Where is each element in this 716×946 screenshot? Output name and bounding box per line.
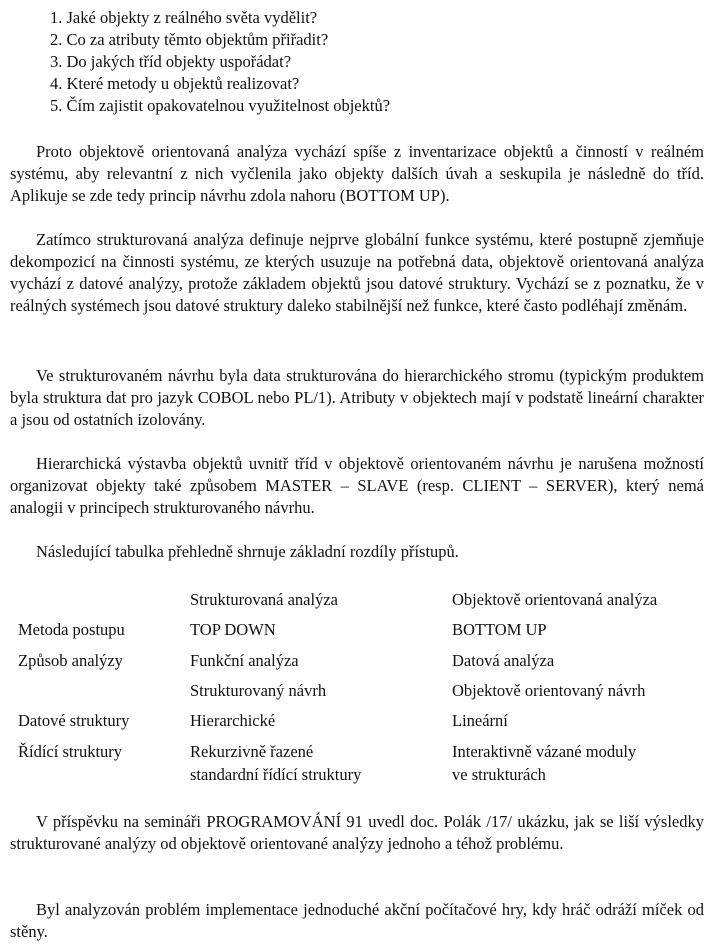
cell-structured-control-1: Rekurzivně řazené [190, 742, 314, 761]
header-structured: Strukturovaná analýza [190, 590, 338, 609]
list-item: 2. Co za atributy těmto objektům přiřadit? [50, 30, 329, 49]
cell-structured-design: Strukturovaný návrh [190, 681, 327, 700]
row-label-method: Metoda postupu [18, 620, 125, 639]
paragraph-bottom-up: Proto objektově orientovaná analýza vychází spíše z inventarizace objektů a činností v reálném systému, aby relevantní z nich vyčlenila jako objekty dalších úvah a seskupila je následně do tříd. Aplikuje se zde tedy princip návrhu zdola nahoru (BOTTOM UP). [10, 142, 704, 205]
cell-object-control-2: ve strukturách [452, 765, 546, 784]
list-item: 3. Do jakých tříd objekty uspořádat? [50, 52, 292, 71]
paragraph-game-problem: Byl analyzován problém implementace jednoduché akční počítačové hry, kdy hráč odráží míček od stěny. [10, 900, 704, 941]
row-label-analysis: Způsob analýzy [18, 651, 123, 670]
paragraph-structured-vs-object: Zatímco strukturovaná analýza definuje nejprve globální funkce systému, které postupně zjemňuje dekompozicí na činnosti systému, ze kterých usuzuje na potřebná data, objektově orientovaná analýza vychází z datové analýzy, protože základem objektů jsou datové struktury. Vychází se z poznatku, že v reálných systémech jsou datové struktury daleko stabilnější než funkce, které často podléhají změnám. [10, 230, 704, 315]
cell-structured-control-2: standardní řídící struktury [190, 765, 362, 784]
header-object: Objektově orientovaná analýza [452, 590, 658, 609]
question-list [50, 7, 390, 117]
list-item: 1. Jaké objekty z reálného světa vydělit? [50, 8, 318, 27]
paragraph-seminar: V příspěvku na semináři PROGRAMOVÁNÍ 91 uvedl doc. Polák /17/ ukázku, jak se liší výsledky strukturované analýzy od objektově orientované analýzy jednoho a téhož problému. [10, 812, 704, 853]
row-label-control-structures: Řídící struktury [18, 742, 123, 761]
list-item: 5. Čím zajistit opakovatelnou využitelnost objektů? [50, 96, 391, 115]
row-label-data-structures: Datové struktury [18, 711, 130, 730]
cell-object-analysis: Datová analýza [452, 651, 555, 670]
cell-structured-method: TOP DOWN [190, 620, 276, 639]
paragraph-table-intro: Následující tabulka přehledně shrnuje základní rozdíly přístupů. [36, 542, 459, 561]
cell-object-control-1: Interaktivně vázané moduly [452, 742, 637, 761]
paragraph-master-slave: Hierarchická výstavba objektů uvnitř tříd v objektově orientovaném návrhu je narušena možností organizovat objekty také způsobem MASTER – SLAVE (resp. CLIENT – SERVER), který nemá analogii v principech strukturovaného návrhu. [10, 454, 704, 517]
cell-object-design: Objektově orientovaný návrh [452, 681, 646, 700]
paragraph-hierarchy: Ve strukturovaném návrhu byla data strukturována do hierarchického stromu (typickým produktem byla struktura dat pro jazyk COBOL nebo PL/1). Atributy v objektech mají v podstatě lineární charakter a jsou od ostatních izolovány. [10, 366, 704, 429]
cell-object-method: BOTTOM UP [452, 620, 547, 639]
cell-structured-data: Hierarchické [190, 711, 276, 730]
list-item: 4. Které metody u objektů realizovat? [50, 74, 300, 93]
cell-structured-analysis: Funkční analýza [190, 651, 299, 670]
cell-object-data: Lineární [452, 711, 508, 730]
